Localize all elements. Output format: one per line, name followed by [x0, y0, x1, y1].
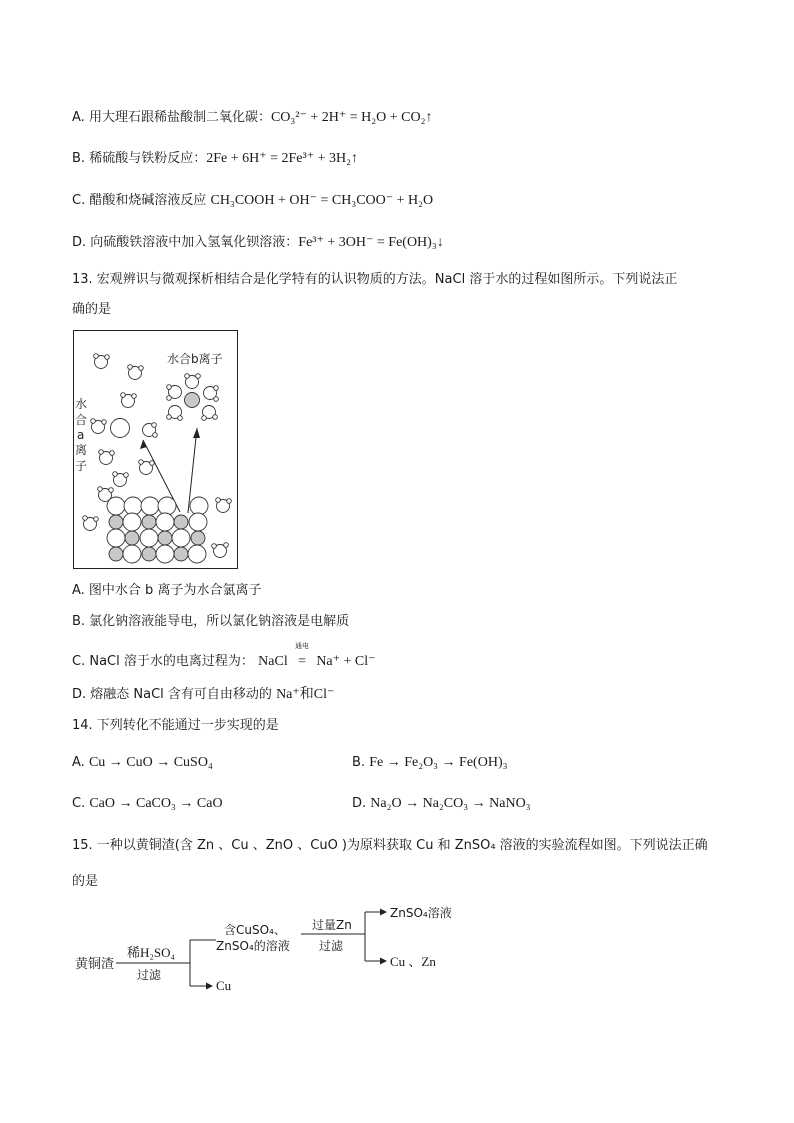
q15-stem-line1: 15. 一种以黄铜渣(含 Zn 、Cu 、ZnO 、CuO )为原料获取 Cu 和 ZnSO₄ 溶液的实验流程如图。下列说法正确 [72, 838, 708, 853]
nacl-dissolution-figure [73, 330, 239, 570]
a-ion [111, 419, 130, 438]
arrow-b-head [193, 428, 200, 438]
label-hydrated-a-char: 离 [75, 443, 88, 457]
flow-residue-1: Cu [216, 978, 232, 993]
q13-stem-line1: 13. 宏观辨识与微观探析相结合是化学特有的认识物质的方法。NaCl 溶于水的过程如图所示。下列说法正 [72, 272, 678, 287]
equation: Fe³⁺ + 3OH⁻ = Fe(OH)₃↓ [298, 235, 444, 250]
option-prefix: D. [352, 796, 371, 811]
flow-arrow-top [380, 909, 387, 916]
flow-solution-line2: ZnSO₄的溶液 [216, 939, 290, 953]
flow-product-top: ZnSO₄溶液 [390, 906, 452, 920]
condition-label: 通电 [295, 642, 310, 650]
q12-option-d [72, 232, 444, 253]
flow-reagent-2: 过量Zn [312, 918, 352, 932]
q14-options-row2 [72, 793, 531, 814]
flow-product-bottom: Cu 、Zn [390, 954, 436, 969]
q14-option-c [72, 795, 223, 811]
flow-op-2: 过滤 [319, 939, 344, 953]
hydrated-a-ion [111, 419, 158, 438]
q14-stem: 14. 下列转化不能通过一步实现的是 [72, 718, 279, 733]
q14-option-d [352, 793, 531, 814]
q12-option-c [72, 190, 433, 211]
nacl-crystal-lattice [107, 497, 208, 563]
option-text: D. 熔融态 NaCl 含有可自由移动的 [72, 687, 277, 702]
option-prefix: B. [72, 151, 90, 166]
q13-option-d [72, 684, 334, 705]
flow-reagent-1: 稀H₂SO₄ [127, 945, 176, 960]
equation: CaO → CaCO₃ → CaO [89, 796, 223, 811]
label-hydrated-b-ion: 水合b离子 [167, 352, 223, 366]
q14-option-b [352, 752, 508, 773]
q13-stem-line2: 确的是 [72, 302, 112, 317]
equation: CO₃²⁻ + 2H⁺ = H₂O + CO₂↑ [270, 110, 433, 125]
q13-option-a: A. 图中水合 b 离子为水合氯离子 [72, 583, 262, 598]
option-text: 稀硫酸与铁粉反应： [89, 151, 207, 166]
equation: CH₃COOH + OH⁻ = CH₃COO⁻ + H₂O [210, 193, 434, 208]
option-prefix: C. [72, 193, 90, 208]
q13-option-b: B. 氯化钠溶液能导电，所以氯化钠溶液是电解质 [72, 614, 350, 629]
option-text: C. NaCl 溶于水的电离过程为： [72, 654, 254, 669]
process-flow-diagram [72, 900, 452, 1000]
b-ion [185, 393, 200, 408]
option-text: 向硫酸铁溶液中加入氢氧化钡溶液： [90, 235, 299, 250]
flow-arrow-bottom [380, 958, 387, 965]
label-hydrated-a-char: 子 [75, 459, 88, 473]
equation: Fe → Fe₂O₃ → Fe(OH)₃ [369, 755, 508, 770]
flow-op-1: 过滤 [137, 968, 162, 982]
q12-option-a [72, 107, 433, 128]
option-prefix: C. [72, 796, 90, 811]
option-prefix: A. [72, 755, 89, 770]
equation-left: NaCl [258, 654, 288, 669]
option-prefix: B. [352, 755, 370, 770]
flow-start: 黄铜渣 [75, 957, 115, 972]
q14-option-a [72, 754, 213, 770]
option-text: 醋酸和烧碱溶液反应 [89, 193, 211, 208]
option-prefix: A. [72, 110, 89, 125]
equation-right: Na⁺ + Cl⁻ [316, 654, 376, 669]
q12-option-b [72, 148, 358, 169]
equals-sign: = [298, 654, 306, 669]
label-hydrated-a-char: a [77, 428, 85, 442]
hydrated-b-ion [167, 374, 219, 421]
flow-solution-line1: 含CuSO₄、 [224, 923, 286, 937]
label-hydrated-a-char: 合 [75, 413, 88, 427]
label-hydrated-a-char: 水 [75, 397, 88, 411]
q14-options-row1 [72, 752, 508, 773]
ion-pair: Na⁺和Cl⁻ [276, 687, 335, 702]
equation: Na₂O → Na₂CO₃ → NaNO₃ [370, 796, 531, 811]
q15-stem-line2: 的是 [72, 874, 99, 889]
equation-arrow [292, 642, 312, 672]
flow-arrow-residue [206, 983, 213, 990]
option-prefix: D. [72, 235, 91, 250]
equation: Cu → CuO → CuSO₄ [88, 755, 213, 770]
arrow-a-head [140, 440, 147, 449]
q13-option-c [72, 642, 376, 672]
option-text: 用大理石跟稀盐酸制二氧化碳： [88, 110, 271, 125]
equation: 2Fe + 6H⁺ = 2Fe³⁺ + 3H₂↑ [206, 151, 358, 166]
